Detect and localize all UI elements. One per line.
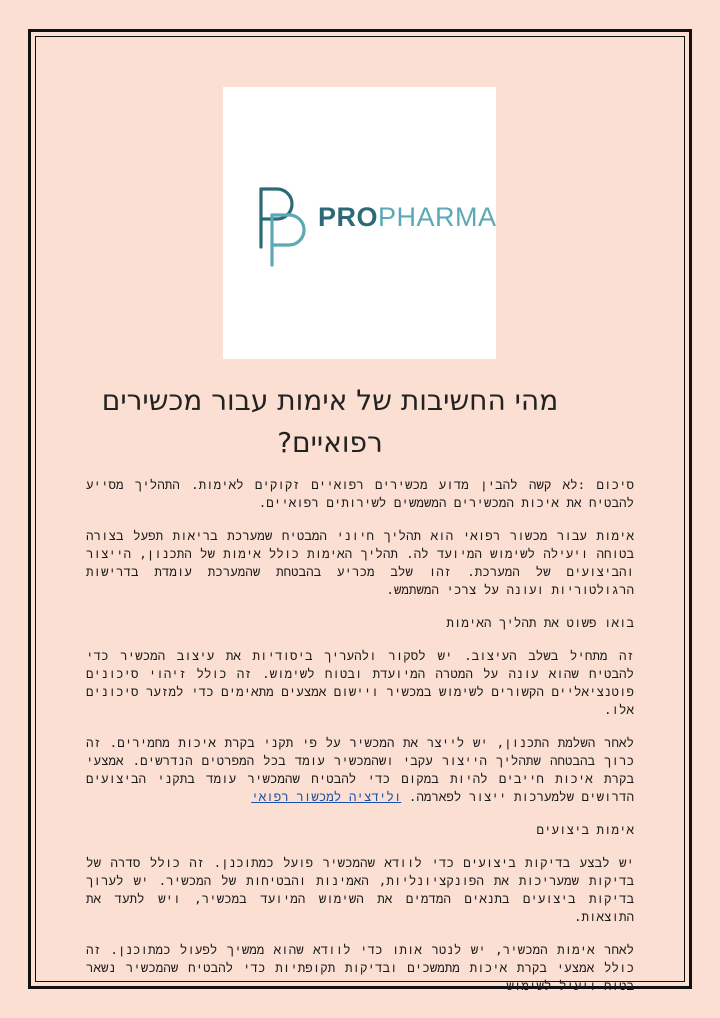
article-body [86,476,634,1010]
summary-paragraph: סיכום :לא קשה להבין מדוע מכשירים רפואיים זקוקים לאימות. התהליך מסייע להבטיח את איכות המכשירים המשמשים לשירותים רפואיים. [86,477,634,510]
section-heading-process: בואו פשוט את תהליך האימות [446,615,634,630]
logo-image [223,87,496,359]
logo-word-pro: PRO [318,202,379,232]
paragraph-performance-tests: יש לבצע בדיקות ביצועים כדי לוודא שהמכשיר פועל כמתוכנן. זה כולל סדרה של בדיקות שמעריכות את הפונקציונליות, האמינות והבטיחות של המכשיר. יש לערוך בדיקות ביצועים בתנאים המדמים את השימוש המיועד במכשיר, ויש לתעד את התוצאות. [86,855,634,924]
paragraph-manufacturing-text: לאחר השלמת התכנון, יש לייצר את המכשיר על פי תקני בקרת איכות מחמירים. זה כרוך בהבטחה שתהליך הייצור עקבי ושהמכשיר עומד בכל המפרטים הנדרשים. אמצעי בקרת איכות חייבים להיות במקום כדי להבטיח שהמכשיר עומד בתקני הביצועים הדרושים שלמערכות ייצור לפארמה. [86,735,634,804]
logo-word-pharma: PHARMA [378,202,497,232]
logo-wordmark [318,201,497,233]
section-heading-performance: אימות ביצועים [536,822,634,837]
paragraph-monitoring: לאחר אימות המכשיר, יש לנטר אותו כדי לוודא שהוא ממשיך לפעול כמתוכנן. זה כולל אמצעי בקרת איכות מתמשכים ובדיקות תקופתיות כדי להבטיח שהמכשיר נשאר בטוח ויעיל לשימוש [86,942,634,993]
page-title: מהי החשיבות של אימות עבור מכשירים רפואיים? [101,384,559,459]
paragraph-validation-intro: אימות עבור מכשור רפואי הוא תהליך חיוני המבטיח שמערכת בריאות תפעל בצורה בטוחה ויעילה לשימוש המיועד לה. תהליך האימות כולל אימות של התכנון, הייצור והביצועים של המערכת. זהו שלב מכריע בהבטחת שהמערכת עומדת בדרישות הרגולטוריות ועונה על צרכי המשתמש. [86,528,634,597]
medical-device-validation-link[interactable]: ולידציה למכשור רפואי [251,789,402,804]
paragraph-design-stage: זה מתחיל בשלב העיצוב. יש לסקור ולהעריך ביסודיות את עיצוב המכשיר כדי להבטיח שהוא עונה על המטרה המיועדת ובטוח לשימוש. זה כולל זיהוי סיכונים פוטנציאליים הקשורים לשימוש במכשיר ויישום אמצעים מתאימים כדי למזער סיכונים אלו. [86,648,634,717]
paragraph-manufacturing [86,734,634,806]
